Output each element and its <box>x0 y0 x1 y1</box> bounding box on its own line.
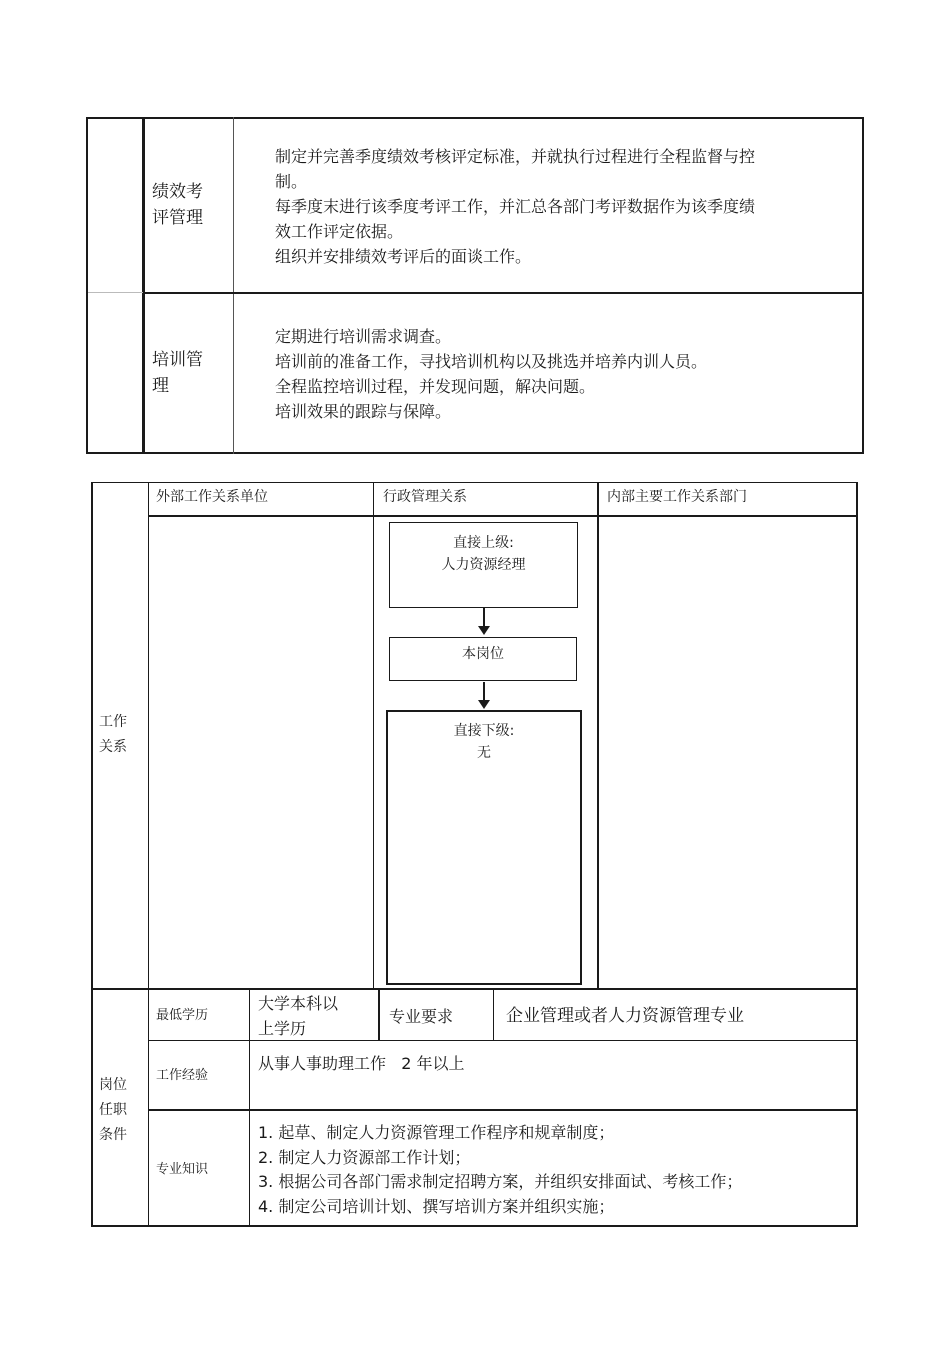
table-border-bottom <box>86 452 864 454</box>
header-divider <box>148 515 858 517</box>
duty-line: 制。 <box>275 172 308 191</box>
major-value: 企业管理或者人力资源管理专业 <box>506 1006 744 1026</box>
superior-value: 人力资源经理 <box>441 557 526 573</box>
duty-line: 全程监控培训过程，并发现问题，解决问题。 <box>275 377 596 396</box>
table-border-right <box>862 117 864 454</box>
duty-line: 培训效果的跟踪与保障。 <box>275 402 452 421</box>
section-label: 岗位 <box>99 1077 127 1093</box>
superior-label: 直接上级: <box>453 535 514 551</box>
arrow-down-icon <box>474 682 494 710</box>
section-divider <box>91 988 858 990</box>
section-label: 关系 <box>99 739 127 755</box>
column-divider <box>373 482 374 989</box>
duty-line: 培训前的准备工作，寻找培训机构以及挑选并培养内训人员。 <box>275 352 708 371</box>
table-border-right <box>856 482 858 1227</box>
self-position-box <box>389 637 577 681</box>
subordinate-box <box>386 710 582 985</box>
knowledge-label: 专业知识 <box>156 1162 209 1177</box>
row-divider <box>148 1040 858 1041</box>
knowledge-item: 2. 制定人力资源部工作计划； <box>258 1148 471 1167</box>
section-label: 条件 <box>99 1127 127 1143</box>
row-divider <box>148 1109 858 1111</box>
duty-line: 效工作评定依据。 <box>275 222 404 241</box>
row-divider <box>143 292 863 294</box>
column-divider <box>493 990 494 1041</box>
header-administrative: 行政管理关系 <box>383 489 467 505</box>
table-border-top <box>86 117 864 119</box>
duty-line: 定期进行培训需求调查。 <box>275 327 452 346</box>
row-label: 评管理 <box>152 208 203 228</box>
column-divider <box>597 482 599 989</box>
table-border-left <box>86 117 88 454</box>
self-position-label: 本岗位 <box>462 646 504 662</box>
knowledge-item: 3. 根据公司各部门需求制定招聘方案，并组织安排面试、考核工作； <box>258 1172 743 1191</box>
row-label: 理 <box>152 376 169 396</box>
knowledge-item: 1. 起草、制定人力资源管理工作程序和规章制度； <box>258 1123 615 1142</box>
experience-value: 从事人事助理工作 2 年以上 <box>258 1054 465 1073</box>
education-value: 上学历 <box>258 1019 307 1038</box>
row-divider-faint <box>88 292 143 293</box>
row-label: 培训管 <box>152 350 203 370</box>
education-label: 最低学历 <box>156 1008 209 1023</box>
header-external: 外部工作关系单位 <box>156 489 268 505</box>
table-border-bottom <box>91 1225 858 1227</box>
knowledge-item: 4. 制定公司培训计划、撰写培训方案并组织实施； <box>258 1197 615 1216</box>
table-border-left <box>91 482 93 1227</box>
experience-label: 工作经验 <box>156 1068 209 1083</box>
header-internal: 内部主要工作关系部门 <box>607 489 747 505</box>
arrow-down-icon <box>474 608 494 636</box>
section-label: 工作 <box>99 714 127 730</box>
column-divider <box>142 117 145 454</box>
subordinate-value: 无 <box>477 745 491 761</box>
education-value: 大学本科以 <box>258 994 339 1013</box>
duty-line: 组织并安排绩效考评后的面谈工作。 <box>275 247 532 266</box>
duty-line: 制定并完善季度绩效考核评定标准，并就执行过程进行全程监督与控 <box>275 147 756 166</box>
subordinate-label: 直接下级: <box>453 723 515 739</box>
column-divider <box>378 990 380 1041</box>
superior-box <box>389 522 578 608</box>
duty-line: 每季度末进行该季度考评工作，并汇总各部门考评数据作为该季度绩 <box>275 197 756 216</box>
table-border-top <box>91 482 858 483</box>
row-label: 绩效考 <box>152 182 203 202</box>
column-divider <box>148 482 149 1227</box>
section-label: 任职 <box>99 1102 127 1118</box>
column-divider <box>233 117 234 454</box>
major-label: 专业要求 <box>389 1007 454 1026</box>
